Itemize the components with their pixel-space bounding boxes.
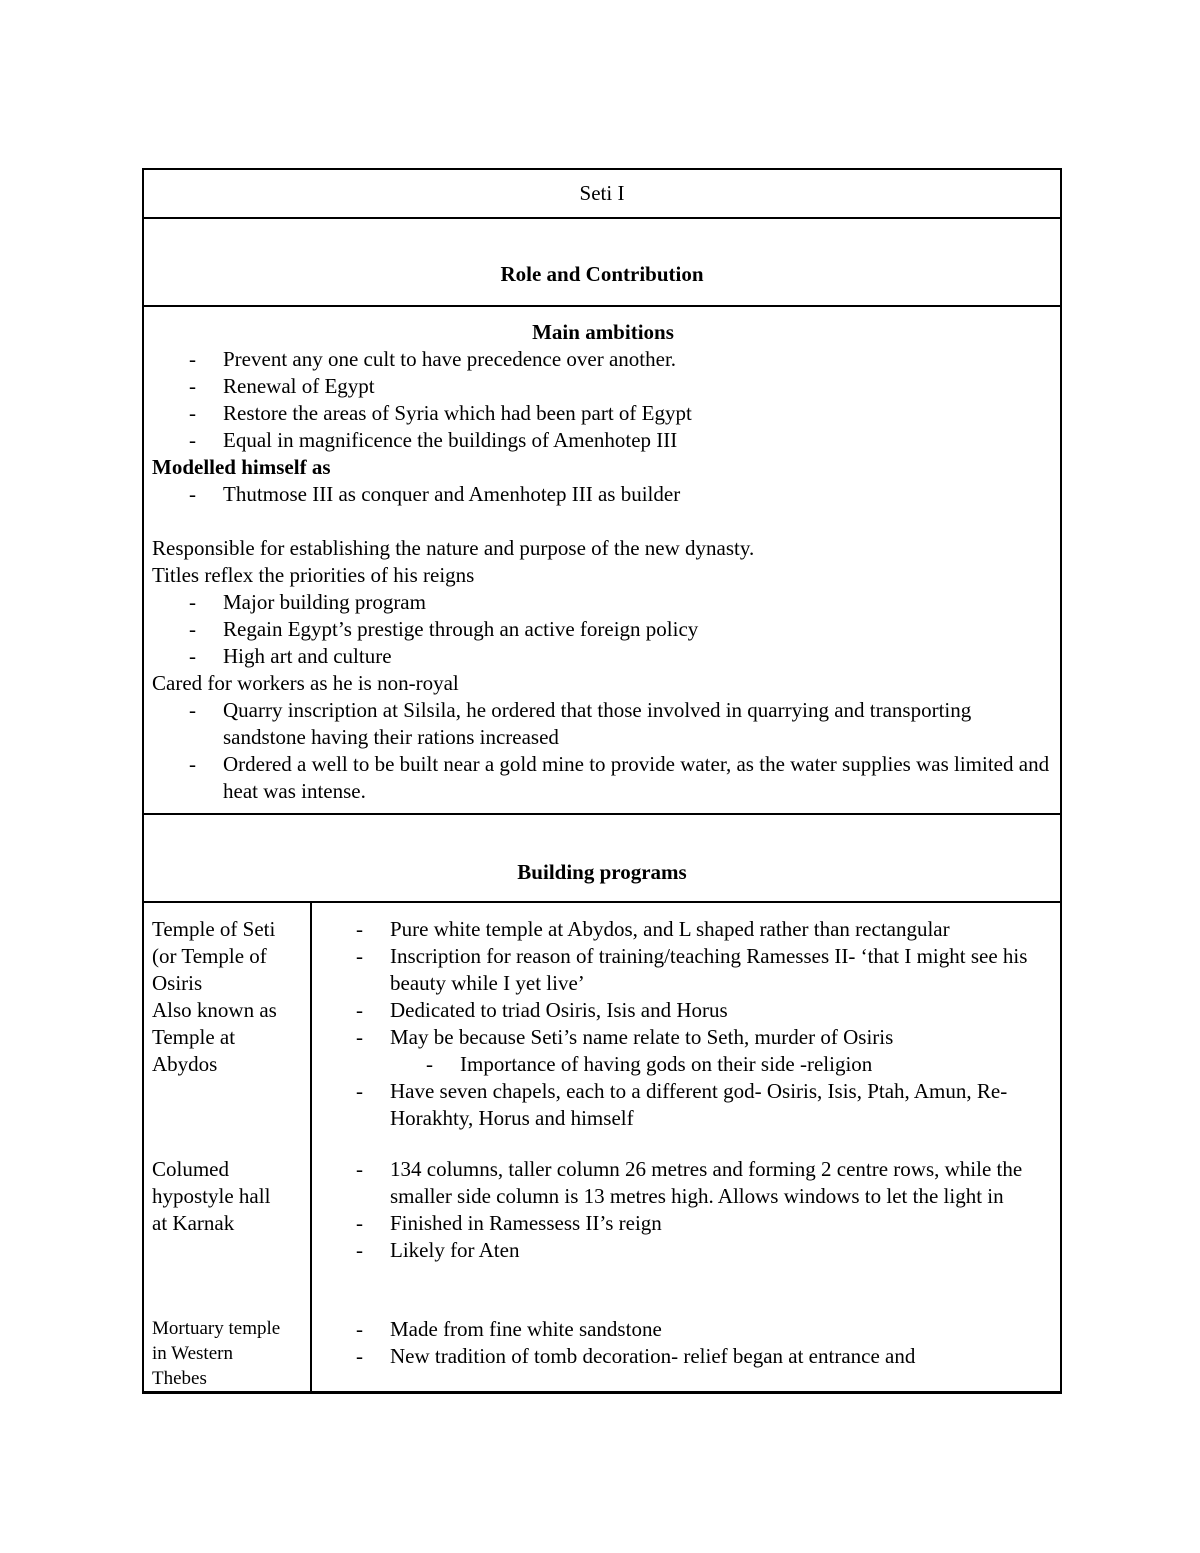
role-section-heading (143, 218, 1061, 306)
details-list (322, 1316, 1054, 1370)
label-line: Temple at (152, 1025, 236, 1049)
list-item: - Major building program (152, 589, 1054, 616)
label-block (152, 1156, 306, 1316)
list-item: - Regain Egypt’s prestige through an active foreign policy (152, 616, 1054, 643)
modelled-heading: Modelled himself as (152, 455, 331, 479)
building-details-column (311, 902, 1061, 1393)
list-item: - Quarry inscription at Silsila, he ordered that those involved in quarrying and transporting sandstone having their rations increased (152, 697, 1054, 751)
list-item: - Inscription for reason of training/teaching Ramesses II- ‘that I might see his beauty while I yet live’ (322, 943, 1054, 997)
modelled-list (152, 481, 1054, 508)
list-item: - Equal in magnificence the buildings of Amenhotep III (152, 427, 1054, 454)
list-item: - May be because Seti’s name relate to Seth, murder of Osiris (322, 1024, 1054, 1051)
list-item: - Dedicated to triad Osiris, Isis and Horus (322, 997, 1054, 1024)
list-item: - Thutmose III as conquer and Amenhotep III as builder (152, 481, 1054, 508)
main-ambitions-heading: Main ambitions (532, 320, 674, 344)
workers-text: Cared for workers as he is non-royal (152, 671, 459, 695)
label-line: Abydos (152, 1052, 218, 1076)
list-item: - Prevent any one cult to have precedence over another. (152, 346, 1054, 373)
list-item: - Finished in Ramessess II’s reign (322, 1210, 1054, 1237)
role-section-content (143, 306, 1061, 814)
label-line: hypostyle hall (152, 1184, 271, 1208)
details-block (322, 1156, 1054, 1316)
details-block (322, 1316, 1054, 1370)
label-block (152, 916, 306, 1156)
list-item: - New tradition of tomb decoration- relief began at entrance and (322, 1343, 1054, 1370)
titles-list (152, 589, 1054, 670)
building-heading-text: Building programs (517, 860, 687, 884)
titles-text: Titles reflex the priorities of his reigns (152, 563, 475, 587)
label-line: Thebes (152, 1368, 207, 1389)
label-line: Also known as (152, 998, 277, 1022)
label-line: (or Temple of (152, 944, 267, 968)
label-line: Columed (152, 1157, 229, 1181)
list-item: - Renewal of Egypt (152, 373, 1054, 400)
label-block (152, 1316, 306, 1391)
label-line: Mortuary temple (152, 1318, 281, 1339)
list-item: - Restore the areas of Syria which had been part of Egypt (152, 400, 1054, 427)
label-line: Temple of Seti (152, 917, 276, 941)
label-line: in Western (152, 1343, 233, 1364)
label-line: at Karnak (152, 1211, 235, 1235)
building-labels-column (143, 902, 311, 1393)
details-list (322, 1156, 1054, 1264)
role-heading-text: Role and Contribution (500, 262, 704, 286)
responsible-text: Responsible for establishing the nature and purpose of the new dynasty. (152, 536, 755, 560)
workers-list (152, 697, 1054, 805)
label-line: Osiris (152, 971, 203, 995)
list-item: - Likely for Aten (322, 1237, 1054, 1264)
list-item: - Pure white temple at Abydos, and L shaped rather than rectangular (322, 916, 1054, 943)
list-item: - High art and culture (152, 643, 1054, 670)
document-title: Seti I (143, 169, 1061, 218)
list-item: - 134 columns, taller column 26 metres and forming 2 centre rows, while the smaller side column is 13 metres high. Allows windows to let the light in (322, 1156, 1054, 1210)
main-ambitions-list (152, 346, 1054, 454)
document-table (142, 168, 1062, 1394)
list-item: - Have seven chapels, each to a different god- Osiris, Isis, Ptah, Amun, Re-Horakhty, Horus and himself (322, 1078, 1054, 1132)
list-item: - Made from fine white sandstone (322, 1316, 1054, 1343)
details-block (322, 916, 1054, 1156)
list-item: - Ordered a well to be built near a gold mine to provide water, as the water supplies was limited and heat was intense. (152, 751, 1054, 805)
details-list (322, 916, 1054, 1132)
building-section-heading (143, 814, 1061, 902)
list-item: - Importance of having gods on their side -religion (322, 1051, 1054, 1078)
